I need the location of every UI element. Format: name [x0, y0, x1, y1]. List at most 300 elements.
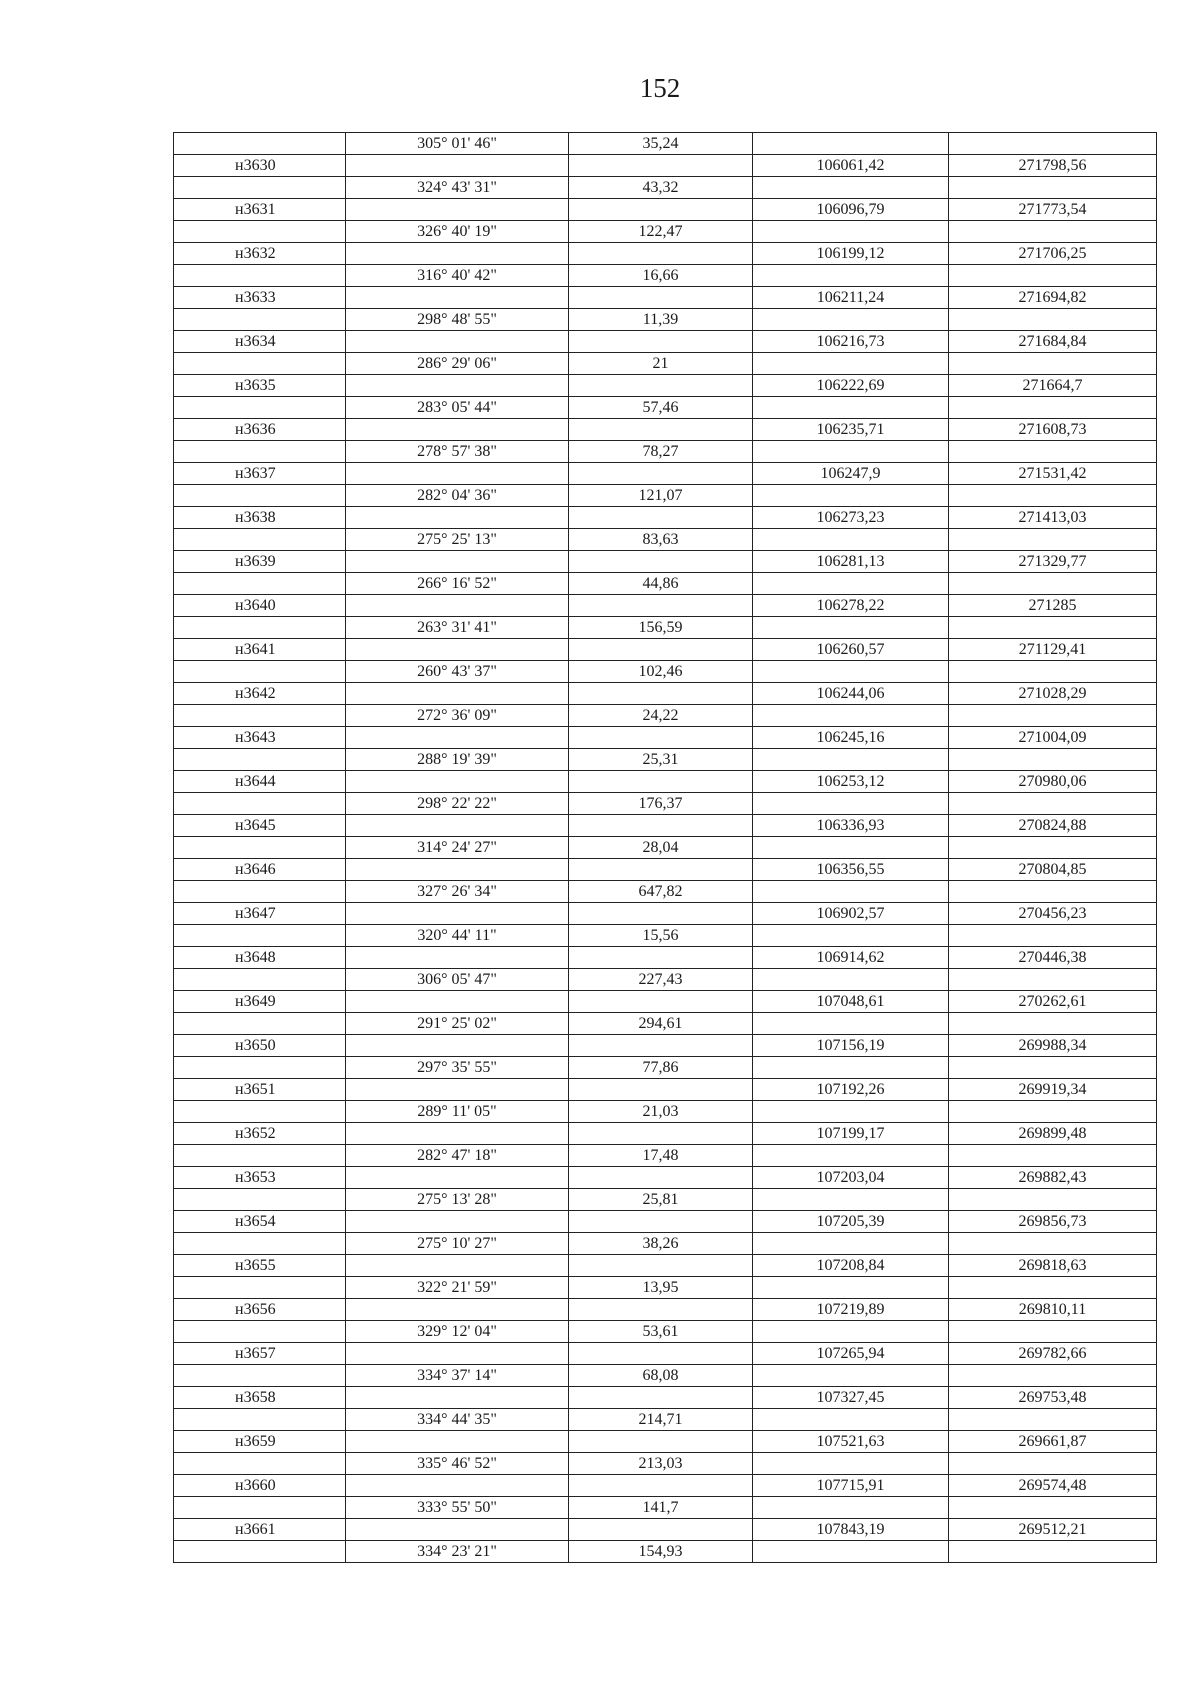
point-name-cell: [174, 529, 346, 551]
length-cell: 68,08: [569, 1365, 753, 1387]
y-coordinate-cell: [949, 749, 1157, 771]
y-coordinate-cell: [949, 925, 1157, 947]
x-coordinate-cell: [753, 1013, 949, 1035]
angle-cell: 298° 48' 55": [346, 309, 569, 331]
y-coordinate-cell: [949, 1057, 1157, 1079]
length-cell: [569, 859, 753, 881]
segment-row: [174, 309, 1157, 331]
x-coordinate-cell: [753, 1101, 949, 1123]
y-coordinate-cell: [949, 705, 1157, 727]
point-name-cell: [174, 881, 346, 903]
point-name-cell: н3637: [174, 463, 346, 485]
point-name-cell: [174, 1013, 346, 1035]
x-coordinate-cell: [753, 749, 949, 771]
point-name-cell: н3647: [174, 903, 346, 925]
y-coordinate-cell: 269919,34: [949, 1079, 1157, 1101]
angle-cell: 282° 47' 18": [346, 1145, 569, 1167]
length-cell: 156,59: [569, 617, 753, 639]
length-cell: 83,63: [569, 529, 753, 551]
point-row: [174, 155, 1157, 177]
y-coordinate-cell: [949, 617, 1157, 639]
y-coordinate-cell: [949, 1145, 1157, 1167]
angle-cell: [346, 507, 569, 529]
x-coordinate-cell: 107219,89: [753, 1299, 949, 1321]
x-coordinate-cell: 106336,93: [753, 815, 949, 837]
length-cell: [569, 507, 753, 529]
length-cell: [569, 1387, 753, 1409]
x-coordinate-cell: [753, 705, 949, 727]
x-coordinate-cell: 106356,55: [753, 859, 949, 881]
angle-cell: 326° 40' 19": [346, 221, 569, 243]
x-coordinate-cell: [753, 1189, 949, 1211]
x-coordinate-cell: [753, 573, 949, 595]
segment-row: [174, 1101, 1157, 1123]
angle-cell: 305° 01' 46": [346, 133, 569, 155]
length-cell: 44,86: [569, 573, 753, 595]
y-coordinate-cell: 271285: [949, 595, 1157, 617]
angle-cell: 306° 05' 47": [346, 969, 569, 991]
point-name-cell: [174, 441, 346, 463]
x-coordinate-cell: 107156,19: [753, 1035, 949, 1057]
x-coordinate-cell: [753, 661, 949, 683]
length-cell: [569, 419, 753, 441]
segment-row: [174, 837, 1157, 859]
point-name-cell: [174, 177, 346, 199]
x-coordinate-cell: 107199,17: [753, 1123, 949, 1145]
x-coordinate-cell: 106216,73: [753, 331, 949, 353]
point-name-cell: н3641: [174, 639, 346, 661]
length-cell: [569, 1343, 753, 1365]
x-coordinate-cell: 107205,39: [753, 1211, 949, 1233]
x-coordinate-cell: [753, 1321, 949, 1343]
point-name-cell: [174, 485, 346, 507]
angle-cell: [346, 287, 569, 309]
y-coordinate-cell: [949, 1453, 1157, 1475]
x-coordinate-cell: 106096,79: [753, 199, 949, 221]
length-cell: [569, 287, 753, 309]
length-cell: [569, 1079, 753, 1101]
angle-cell: 334° 44' 35": [346, 1409, 569, 1431]
angle-cell: 275° 13' 28": [346, 1189, 569, 1211]
x-coordinate-cell: 106253,12: [753, 771, 949, 793]
segment-row: [174, 221, 1157, 243]
y-coordinate-cell: [949, 133, 1157, 155]
segment-row: [174, 133, 1157, 155]
x-coordinate-cell: 106244,06: [753, 683, 949, 705]
point-row: [174, 243, 1157, 265]
length-cell: [569, 243, 753, 265]
angle-cell: [346, 1343, 569, 1365]
point-name-cell: н3652: [174, 1123, 346, 1145]
point-name-cell: н3640: [174, 595, 346, 617]
x-coordinate-cell: [753, 441, 949, 463]
length-cell: [569, 903, 753, 925]
y-coordinate-cell: 271773,54: [949, 199, 1157, 221]
segment-row: [174, 1189, 1157, 1211]
length-cell: [569, 155, 753, 177]
angle-cell: 322° 21' 59": [346, 1277, 569, 1299]
length-cell: 154,93: [569, 1541, 753, 1563]
length-cell: 102,46: [569, 661, 753, 683]
length-cell: [569, 1167, 753, 1189]
angle-cell: 282° 04' 36": [346, 485, 569, 507]
segment-row: [174, 1541, 1157, 1563]
x-coordinate-cell: [753, 485, 949, 507]
y-coordinate-cell: [949, 837, 1157, 859]
y-coordinate-cell: [949, 177, 1157, 199]
y-coordinate-cell: [949, 1365, 1157, 1387]
angle-cell: [346, 155, 569, 177]
angle-cell: 335° 46' 52": [346, 1453, 569, 1475]
point-row: [174, 331, 1157, 353]
angle-cell: 327° 26' 34": [346, 881, 569, 903]
x-coordinate-cell: 106061,42: [753, 155, 949, 177]
angle-cell: [346, 1387, 569, 1409]
length-cell: 647,82: [569, 881, 753, 903]
point-name-cell: н3635: [174, 375, 346, 397]
x-coordinate-cell: [753, 1497, 949, 1519]
angle-cell: 298° 22' 22": [346, 793, 569, 815]
point-name-cell: н3648: [174, 947, 346, 969]
point-name-cell: [174, 969, 346, 991]
point-name-cell: н3650: [174, 1035, 346, 1057]
point-name-cell: н3651: [174, 1079, 346, 1101]
x-coordinate-cell: [753, 1541, 949, 1563]
x-coordinate-cell: [753, 397, 949, 419]
length-cell: 141,7: [569, 1497, 753, 1519]
segment-row: [174, 177, 1157, 199]
coordinates-table-body: [174, 133, 1157, 1563]
point-row: [174, 1167, 1157, 1189]
point-name-cell: [174, 397, 346, 419]
point-name-cell: н3654: [174, 1211, 346, 1233]
angle-cell: 288° 19' 39": [346, 749, 569, 771]
point-name-cell: [174, 1321, 346, 1343]
length-cell: [569, 991, 753, 1013]
x-coordinate-cell: [753, 177, 949, 199]
angle-cell: 275° 25' 13": [346, 529, 569, 551]
point-row: [174, 1387, 1157, 1409]
x-coordinate-cell: 106222,69: [753, 375, 949, 397]
y-coordinate-cell: [949, 881, 1157, 903]
point-row: [174, 199, 1157, 221]
angle-cell: [346, 991, 569, 1013]
point-row: [174, 507, 1157, 529]
y-coordinate-cell: [949, 1277, 1157, 1299]
point-name-cell: [174, 221, 346, 243]
segment-row: [174, 1057, 1157, 1079]
length-cell: 122,47: [569, 221, 753, 243]
segment-row: [174, 749, 1157, 771]
length-cell: 21: [569, 353, 753, 375]
angle-cell: [346, 1431, 569, 1453]
angle-cell: [346, 1211, 569, 1233]
x-coordinate-cell: [753, 617, 949, 639]
segment-row: [174, 1365, 1157, 1387]
point-name-cell: [174, 749, 346, 771]
segment-row: [174, 705, 1157, 727]
segment-row: [174, 661, 1157, 683]
x-coordinate-cell: 106902,57: [753, 903, 949, 925]
y-coordinate-cell: [949, 265, 1157, 287]
length-cell: [569, 551, 753, 573]
segment-row: [174, 617, 1157, 639]
point-name-cell: [174, 1409, 346, 1431]
point-row: [174, 1431, 1157, 1453]
segment-row: [174, 881, 1157, 903]
y-coordinate-cell: [949, 1497, 1157, 1519]
length-cell: 176,37: [569, 793, 753, 815]
y-coordinate-cell: [949, 529, 1157, 551]
point-row: [174, 1519, 1157, 1541]
segment-row: [174, 1145, 1157, 1167]
length-cell: 78,27: [569, 441, 753, 463]
point-name-cell: н3653: [174, 1167, 346, 1189]
length-cell: 15,56: [569, 925, 753, 947]
y-coordinate-cell: [949, 573, 1157, 595]
y-coordinate-cell: 270446,38: [949, 947, 1157, 969]
length-cell: [569, 199, 753, 221]
angle-cell: [346, 1123, 569, 1145]
point-row: [174, 1079, 1157, 1101]
point-name-cell: [174, 133, 346, 155]
x-coordinate-cell: [753, 1453, 949, 1475]
x-coordinate-cell: 107208,84: [753, 1255, 949, 1277]
length-cell: [569, 1431, 753, 1453]
y-coordinate-cell: [949, 353, 1157, 375]
length-cell: 25,81: [569, 1189, 753, 1211]
point-name-cell: [174, 793, 346, 815]
x-coordinate-cell: 106273,23: [753, 507, 949, 529]
point-name-cell: н3655: [174, 1255, 346, 1277]
segment-row: [174, 925, 1157, 947]
y-coordinate-cell: 270456,23: [949, 903, 1157, 925]
angle-cell: 278° 57' 38": [346, 441, 569, 463]
point-name-cell: н3649: [174, 991, 346, 1013]
x-coordinate-cell: 106281,13: [753, 551, 949, 573]
x-coordinate-cell: 107203,04: [753, 1167, 949, 1189]
point-name-cell: н3631: [174, 199, 346, 221]
x-coordinate-cell: 106245,16: [753, 727, 949, 749]
point-name-cell: [174, 617, 346, 639]
x-coordinate-cell: [753, 837, 949, 859]
y-coordinate-cell: 270824,88: [949, 815, 1157, 837]
length-cell: 21,03: [569, 1101, 753, 1123]
angle-cell: 291° 25' 02": [346, 1013, 569, 1035]
point-name-cell: [174, 1189, 346, 1211]
length-cell: 43,32: [569, 177, 753, 199]
point-name-cell: [174, 1101, 346, 1123]
y-coordinate-cell: 269661,87: [949, 1431, 1157, 1453]
y-coordinate-cell: [949, 793, 1157, 815]
length-cell: 16,66: [569, 265, 753, 287]
point-name-cell: [174, 265, 346, 287]
angle-cell: 324° 43' 31": [346, 177, 569, 199]
point-name-cell: н3643: [174, 727, 346, 749]
x-coordinate-cell: [753, 1365, 949, 1387]
length-cell: 13,95: [569, 1277, 753, 1299]
length-cell: [569, 1475, 753, 1497]
point-row: [174, 287, 1157, 309]
segment-row: [174, 485, 1157, 507]
length-cell: 57,46: [569, 397, 753, 419]
y-coordinate-cell: 271664,7: [949, 375, 1157, 397]
angle-cell: 320° 44' 11": [346, 925, 569, 947]
point-row: [174, 991, 1157, 1013]
x-coordinate-cell: [753, 793, 949, 815]
point-name-cell: н3634: [174, 331, 346, 353]
point-row: [174, 1299, 1157, 1321]
point-name-cell: [174, 837, 346, 859]
y-coordinate-cell: 270262,61: [949, 991, 1157, 1013]
angle-cell: 260° 43' 37": [346, 661, 569, 683]
x-coordinate-cell: 106199,12: [753, 243, 949, 265]
angle-cell: [346, 551, 569, 573]
point-name-cell: [174, 353, 346, 375]
angle-cell: [346, 727, 569, 749]
y-coordinate-cell: 271531,42: [949, 463, 1157, 485]
length-cell: [569, 771, 753, 793]
segment-row: [174, 441, 1157, 463]
angle-cell: 272° 36' 09": [346, 705, 569, 727]
y-coordinate-cell: 271004,09: [949, 727, 1157, 749]
length-cell: [569, 375, 753, 397]
angle-cell: [346, 463, 569, 485]
length-cell: [569, 1519, 753, 1541]
x-coordinate-cell: 106235,71: [753, 419, 949, 441]
y-coordinate-cell: 271129,41: [949, 639, 1157, 661]
x-coordinate-cell: [753, 1057, 949, 1079]
point-row: [174, 727, 1157, 749]
point-row: [174, 375, 1157, 397]
length-cell: [569, 639, 753, 661]
segment-row: [174, 265, 1157, 287]
angle-cell: 314° 24' 27": [346, 837, 569, 859]
length-cell: 77,86: [569, 1057, 753, 1079]
x-coordinate-cell: [753, 1145, 949, 1167]
point-row: [174, 639, 1157, 661]
length-cell: 11,39: [569, 309, 753, 331]
x-coordinate-cell: 106914,62: [753, 947, 949, 969]
angle-cell: [346, 771, 569, 793]
point-name-cell: н3638: [174, 507, 346, 529]
point-row: [174, 683, 1157, 705]
angle-cell: [346, 331, 569, 353]
point-name-cell: н3646: [174, 859, 346, 881]
y-coordinate-cell: 269988,34: [949, 1035, 1157, 1057]
angle-cell: [346, 903, 569, 925]
angle-cell: [346, 1299, 569, 1321]
page-number: 152: [639, 73, 681, 103]
segment-row: [174, 1409, 1157, 1431]
x-coordinate-cell: [753, 969, 949, 991]
y-coordinate-cell: 271028,29: [949, 683, 1157, 705]
angle-cell: 289° 11' 05": [346, 1101, 569, 1123]
y-coordinate-cell: [949, 1541, 1157, 1563]
y-coordinate-cell: [949, 1013, 1157, 1035]
y-coordinate-cell: 271684,84: [949, 331, 1157, 353]
length-cell: 38,26: [569, 1233, 753, 1255]
x-coordinate-cell: [753, 133, 949, 155]
length-cell: 121,07: [569, 485, 753, 507]
x-coordinate-cell: 107843,19: [753, 1519, 949, 1541]
length-cell: 227,43: [569, 969, 753, 991]
length-cell: [569, 1123, 753, 1145]
y-coordinate-cell: 269810,11: [949, 1299, 1157, 1321]
length-cell: [569, 1299, 753, 1321]
point-name-cell: [174, 1145, 346, 1167]
point-name-cell: н3659: [174, 1431, 346, 1453]
y-coordinate-cell: 271694,82: [949, 287, 1157, 309]
y-coordinate-cell: [949, 397, 1157, 419]
angle-cell: [346, 1519, 569, 1541]
angle-cell: 275° 10' 27": [346, 1233, 569, 1255]
x-coordinate-cell: 107192,26: [753, 1079, 949, 1101]
angle-cell: [346, 1255, 569, 1277]
point-name-cell: н3632: [174, 243, 346, 265]
point-row: [174, 1255, 1157, 1277]
y-coordinate-cell: 270980,06: [949, 771, 1157, 793]
y-coordinate-cell: [949, 1321, 1157, 1343]
y-coordinate-cell: 271413,03: [949, 507, 1157, 529]
angle-cell: 334° 23' 21": [346, 1541, 569, 1563]
point-row: [174, 551, 1157, 573]
y-coordinate-cell: [949, 969, 1157, 991]
point-row: [174, 947, 1157, 969]
length-cell: 294,61: [569, 1013, 753, 1035]
point-name-cell: н3658: [174, 1387, 346, 1409]
angle-cell: [346, 375, 569, 397]
point-name-cell: [174, 1497, 346, 1519]
point-name-cell: н3645: [174, 815, 346, 837]
segment-row: [174, 1013, 1157, 1035]
angle-cell: [346, 1035, 569, 1057]
angle-cell: 333° 55' 50": [346, 1497, 569, 1519]
point-row: [174, 903, 1157, 925]
length-cell: [569, 947, 753, 969]
x-coordinate-cell: [753, 221, 949, 243]
segment-row: [174, 573, 1157, 595]
point-name-cell: [174, 309, 346, 331]
length-cell: [569, 463, 753, 485]
x-coordinate-cell: 107265,94: [753, 1343, 949, 1365]
length-cell: [569, 1035, 753, 1057]
angle-cell: 329° 12' 04": [346, 1321, 569, 1343]
point-row: [174, 595, 1157, 617]
y-coordinate-cell: [949, 1233, 1157, 1255]
point-name-cell: [174, 1277, 346, 1299]
x-coordinate-cell: [753, 353, 949, 375]
angle-cell: 263° 31' 41": [346, 617, 569, 639]
y-coordinate-cell: 269882,43: [949, 1167, 1157, 1189]
y-coordinate-cell: [949, 309, 1157, 331]
point-name-cell: [174, 1057, 346, 1079]
segment-row: [174, 793, 1157, 815]
y-coordinate-cell: [949, 441, 1157, 463]
point-row: [174, 1343, 1157, 1365]
y-coordinate-cell: 269856,73: [949, 1211, 1157, 1233]
point-name-cell: н3642: [174, 683, 346, 705]
y-coordinate-cell: 271706,25: [949, 243, 1157, 265]
angle-cell: [346, 595, 569, 617]
y-coordinate-cell: 269818,63: [949, 1255, 1157, 1277]
length-cell: 17,48: [569, 1145, 753, 1167]
length-cell: [569, 595, 753, 617]
angle-cell: 297° 35' 55": [346, 1057, 569, 1079]
coordinates-table: [173, 132, 1157, 1563]
x-coordinate-cell: 107327,45: [753, 1387, 949, 1409]
point-name-cell: н3630: [174, 155, 346, 177]
